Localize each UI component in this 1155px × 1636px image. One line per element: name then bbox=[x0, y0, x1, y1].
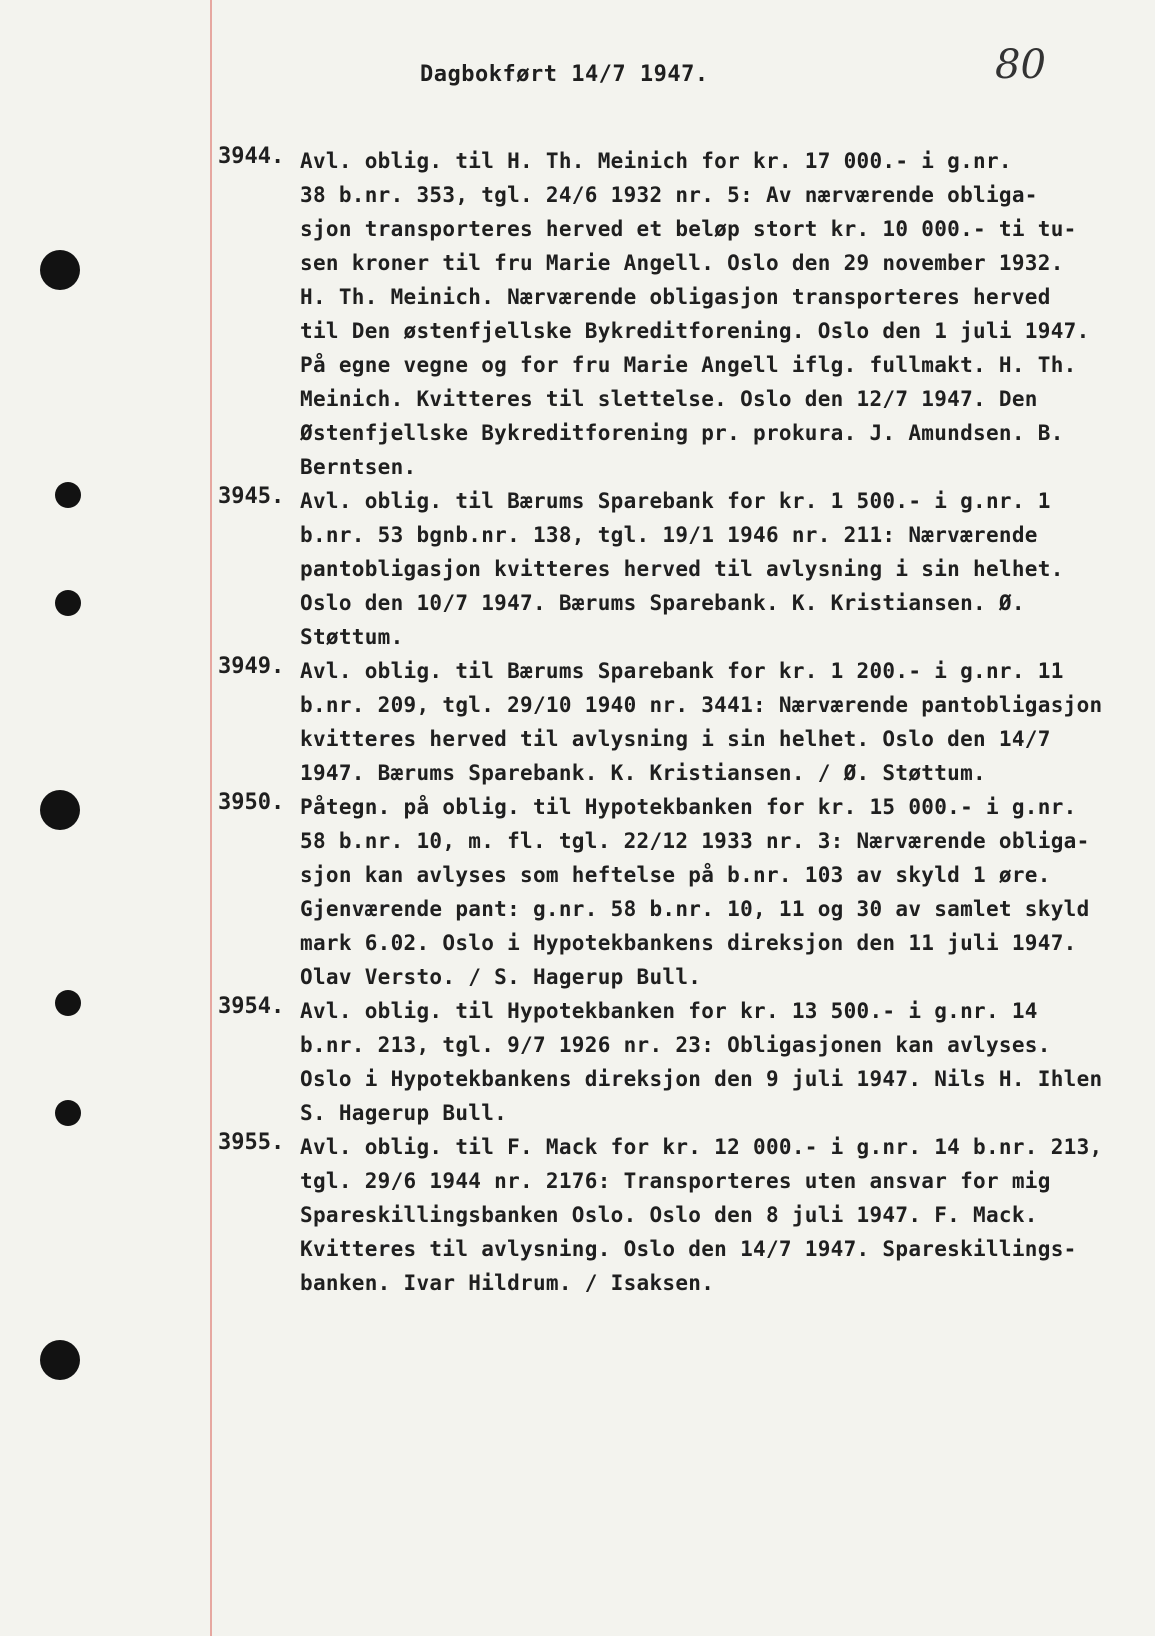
entry-line: Gjenværende pant: g.nr. 58 b.nr. 10, 11 og 30 av samlet skyld bbox=[300, 897, 1090, 921]
entry-line: Avl. oblig. til Hypotekbanken for kr. 13 500.- i g.nr. 14 bbox=[300, 999, 1038, 1023]
entry-line: b.nr. 209, tgl. 29/10 1940 nr. 3441: Nærværende pantobligasjon bbox=[300, 693, 1103, 717]
entry-line: Avl. oblig. til Bærums Sparebank for kr. 1 200.- i g.nr. 11 bbox=[300, 659, 1064, 683]
entry-text bbox=[300, 144, 1090, 484]
entry-line: Olav Versto. / S. Hagerup Bull. bbox=[300, 965, 702, 989]
margin-rule bbox=[210, 0, 212, 1636]
entry-text bbox=[300, 790, 1090, 994]
punch-hole-5 bbox=[55, 990, 81, 1016]
punch-hole-7 bbox=[40, 1340, 80, 1380]
entry-number: 3954. bbox=[218, 994, 285, 1019]
entry-line: sjon transporteres herved et beløp stort kr. 10 000.- ti tu- bbox=[300, 217, 1077, 241]
entry-line: til Den østenfjellske Bykreditforening. Oslo den 1 juli 1947. bbox=[300, 319, 1090, 343]
entry-text bbox=[300, 654, 1102, 790]
entry-line: Østenfjellske Bykreditforening pr. prokura. J. Amundsen. B. bbox=[300, 421, 1064, 445]
entry-line: 38 b.nr. 353, tgl. 24/6 1932 nr. 5: Av nærværende obliga- bbox=[300, 183, 1038, 207]
punch-hole-1 bbox=[40, 250, 80, 290]
entry-text bbox=[300, 484, 1064, 654]
entry-line: Berntsen. bbox=[300, 455, 417, 479]
entry-line: b.nr. 213, tgl. 9/7 1926 nr. 23: Obligasjonen kan avlyses. bbox=[300, 1033, 1051, 1057]
punch-hole-6 bbox=[55, 1100, 81, 1126]
entry-number: 3945. bbox=[218, 484, 285, 509]
entry-line: Kvitteres til avlysning. Oslo den 14/7 1947. Spareskillings- bbox=[300, 1237, 1077, 1261]
entry-line: Påtegn. på oblig. til Hypotekbanken for kr. 15 000.- i g.nr. bbox=[300, 795, 1077, 819]
page-number: 80 bbox=[995, 42, 1046, 88]
entry-line: Spareskillingsbanken Oslo. Oslo den 8 juli 1947. F. Mack. bbox=[300, 1203, 1038, 1227]
entry-text bbox=[300, 994, 1102, 1130]
entry-number: 3950. bbox=[218, 790, 285, 815]
entry-number: 3949. bbox=[218, 654, 285, 679]
entry-line: Avl. oblig. til Bærums Sparebank for kr. 1 500.- i g.nr. 1 bbox=[300, 489, 1051, 513]
punch-hole-4 bbox=[40, 790, 80, 830]
entry-line: sen kroner til fru Marie Angell. Oslo den 29 november 1932. bbox=[300, 251, 1064, 275]
entry-line: Oslo i Hypotekbankens direksjon den 9 juli 1947. Nils H. Ihlen bbox=[300, 1067, 1103, 1091]
entry-line: H. Th. Meinich. Nærværende obligasjon transporteres herved bbox=[300, 285, 1051, 309]
entry-line: tgl. 29/6 1944 nr. 2176: Transporteres uten ansvar for mig bbox=[300, 1169, 1051, 1193]
page-header: Dagbokført 14/7 1947. bbox=[420, 62, 709, 87]
entry-number: 3955. bbox=[218, 1130, 285, 1155]
entry-line: mark 6.02. Oslo i Hypotekbankens direksjon den 11 juli 1947. bbox=[300, 931, 1077, 955]
entry-line: Meinich. Kvitteres til slettelse. Oslo den 12/7 1947. Den bbox=[300, 387, 1038, 411]
entry-line: 58 b.nr. 10, m. fl. tgl. 22/12 1933 nr. 3: Nærværende obliga- bbox=[300, 829, 1090, 853]
entry-line: banken. Ivar Hildrum. / Isaksen. bbox=[300, 1271, 715, 1295]
punch-hole-3 bbox=[55, 590, 81, 616]
entry-line: 1947. Bærums Sparebank. K. Kristiansen. / Ø. Støttum. bbox=[300, 761, 986, 785]
entry-line: sjon kan avlyses som heftelse på b.nr. 103 av skyld 1 øre. bbox=[300, 863, 1051, 887]
entry-line: Avl. oblig. til H. Th. Meinich for kr. 17 000.- i g.nr. bbox=[300, 149, 1012, 173]
entry-line: pantobligasjon kvitteres herved til avlysning i sin helhet. bbox=[300, 557, 1064, 581]
entry-line: Oslo den 10/7 1947. Bærums Sparebank. K. Kristiansen. Ø. bbox=[300, 591, 1025, 615]
entry-line: Støttum. bbox=[300, 625, 404, 649]
entry-text bbox=[300, 1130, 1102, 1300]
entry-line: b.nr. 53 bgnb.nr. 138, tgl. 19/1 1946 nr. 211: Nærværende bbox=[300, 523, 1038, 547]
entry-line: Avl. oblig. til F. Mack for kr. 12 000.- i g.nr. 14 b.nr. 213, bbox=[300, 1135, 1103, 1159]
entry-number: 3944. bbox=[218, 144, 285, 169]
punch-hole-2 bbox=[55, 482, 81, 508]
entry-line: kvitteres herved til avlysning i sin helhet. Oslo den 14/7 bbox=[300, 727, 1051, 751]
entry-line: S. Hagerup Bull. bbox=[300, 1101, 508, 1125]
entry-line: På egne vegne og for fru Marie Angell iflg. fullmakt. H. Th. bbox=[300, 353, 1077, 377]
